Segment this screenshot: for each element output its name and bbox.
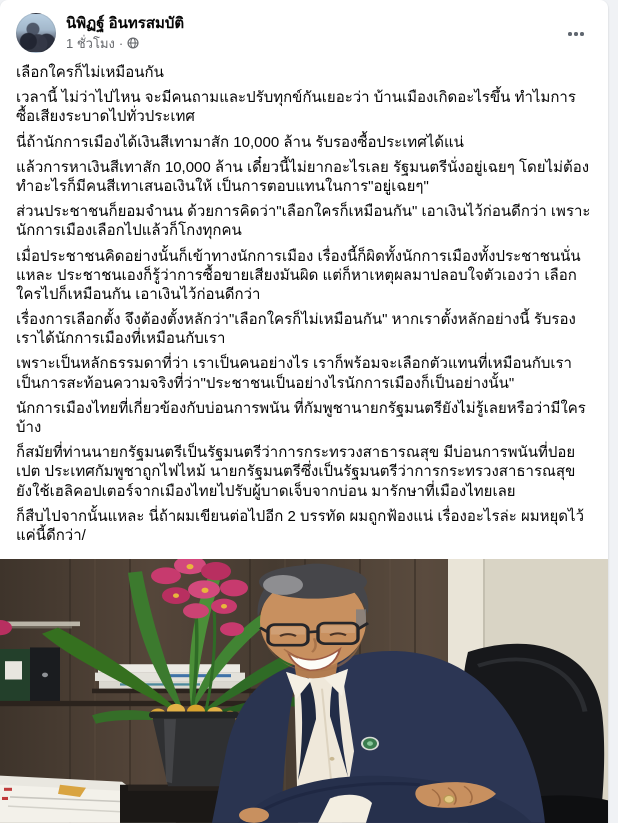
meta-separator: · bbox=[118, 35, 124, 51]
post-paragraph: เรื่องการเลือกตั้ง จึงต้องตั้งหลักว่า"เลือกใครก็ไม่เหมือนกัน" หากเราตั้งหลักอย่างนี้ รับรองเราได้นักการเมืองที่เหมือนกับเรา bbox=[16, 311, 576, 348]
more-options-icon bbox=[568, 32, 572, 36]
post-meta-row bbox=[66, 36, 184, 52]
post-paragraph: เลือกใครก็ไม่เหมือนกัน bbox=[16, 64, 164, 81]
post-paragraph: นักการเมืองไทยที่เกี่ยวข้องกับบ่อนการพนัน ที่กัมพูชานายกรัฐมนตรียังไม่รู้เลยหรือว่ามีใครบ้าง bbox=[16, 399, 586, 436]
post-paragraph: ก็สมัยที่ท่านนายกรัฐมนตรีเป็นรัฐมนตรีว่าการกระทรวงสาธารณสุข มีบ่อนการพนันที่ปอยเปต ประเทศกัมพูชาถูกไฟไหม้ นายกรัฐมนตรีซึ่งเป็นรัฐมนตรีว่าการกระทรวงสาธารณสุข ยังใช้เฮลิคอปเตอร์จากเมืองไทยไปรับผู้บาดเจ็บจากบ่อน มารักษาที่เมืองไทยเลย bbox=[16, 444, 576, 500]
post-header bbox=[0, 0, 608, 59]
post-paragraph: ก็สืบไปจากนั้นแหละ นี่ถ้าผมเขียนต่อไปอีก 2 บรรทัด ผมถูกฟ้องแน่ เรื่องอะไรล่ะ ผมหยุดไว้แค่นี้ดีกว่า/ bbox=[16, 507, 585, 544]
post-paragraph: เวลานี้ ไม่ว่าไปไหน จะมีคนถามและปรับทุกข์กันเยอะว่า บ้านเมืองเกิดอะไรขึ้น ทำไมการซื้อเสียงระบาดไปทั่วประเทศ bbox=[16, 89, 576, 126]
more-options-button[interactable] bbox=[558, 20, 594, 48]
header-meta bbox=[66, 15, 184, 51]
post-paragraph: เมื่อประชาชนคิดอย่างนั้นก็เข้าทางนักการเมือง เรื่องนี้ก็ผิดทั้งนักการเมืองทั้งประชาชนนั่นแหละ ประชาชนเองก็รู้ว่าการซื้อขายเสียงมันผิด แต่ก็หาเหตุผลมาปลอบใจตัวเองว่า เลือกใครไปก็เหมือนกัน เอาเงินไว้ก่อนดีกว่า bbox=[16, 247, 581, 303]
photo-illustration bbox=[0, 559, 608, 823]
author-name[interactable]: นิพิฏฐ์ อินทรสมบัติ bbox=[66, 14, 185, 32]
post-paragraph: นี่ถ้านักการเมืองได้เงินสีเทามาสัก 10,000 ล้าน รับรองซื้อประเทศได้แน่ bbox=[16, 133, 464, 151]
globe-icon bbox=[127, 37, 139, 49]
post-paragraph: ส่วนประชาชนก็ยอมจำนน ด้วยการคิดว่า"เลือกใครก็เหมือนกัน" เอาเงินไว้ก่อนดีกว่า เพราะนักการเมืองเลือกไปแล้วก็โกงทุกคน bbox=[16, 203, 591, 240]
post-photo[interactable] bbox=[0, 559, 608, 823]
post-paragraph: เพราะเป็นหลักธรรมดาที่ว่า เราเป็นคนอย่างไร เราก็พร้อมจะเลือกตัวแทนที่เหมือนกับเรา เป็นการสะท้อนความจริงที่ว่า"ประชาชนเป็นอย่างไรนักการเมืองก็เป็นอย่างนั้น" bbox=[16, 355, 572, 392]
post-timestamp[interactable]: 1 ชั่วโมง bbox=[66, 35, 115, 51]
post-text bbox=[0, 59, 608, 559]
post-paragraph: แล้วการหาเงินสีเทาสัก 10,000 ล้าน เดี๋ยวนี้ไม่ยากอะไรเลย รัฐมนตรีนั่งอยู่เฉยๆ โดยไม่ต้องทำอะไรก็มีคนสีเทาเสนอเงินให้ เป็นการตอบแทนในการ"อยู่เฉยๆ" bbox=[16, 158, 590, 195]
profile-avatar[interactable] bbox=[16, 13, 56, 53]
